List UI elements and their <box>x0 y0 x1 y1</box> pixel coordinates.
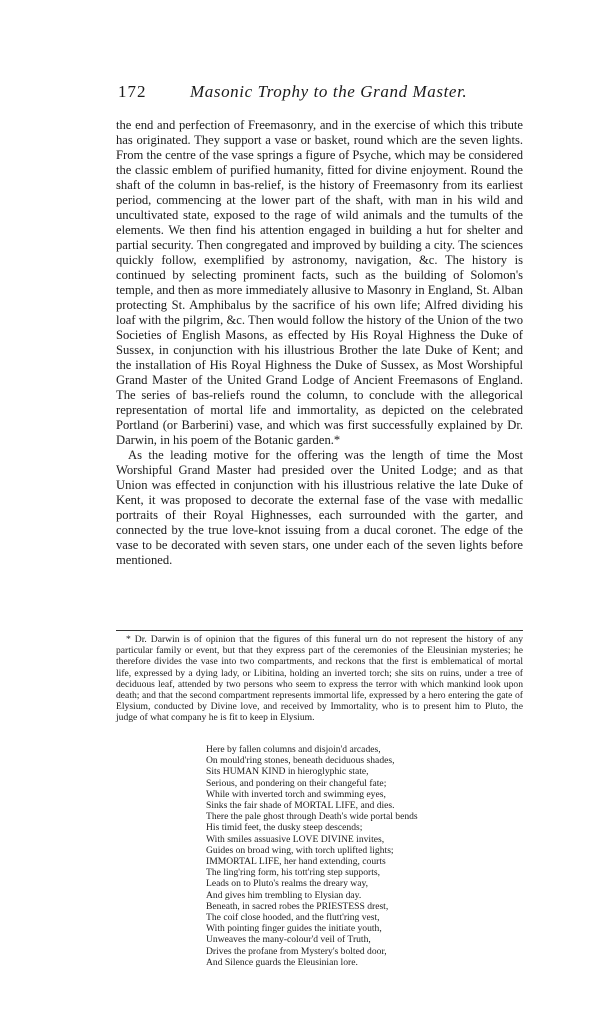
poem-line: There the pale ghost through Death's wide portal bends <box>206 811 418 823</box>
footnote-text: * Dr. Darwin is of opinion that the figures of this funeral urn do not represent the history of any particular family or event, but that they express part of the ceremonies of the Eleusinian mysteries; he therefore divides the vase into two compartments, and reckons that the first is emblematical of mortal life, expressed by a dying lady, or Libitina, holding an inverted torch; she sits on ruins, under a tree of deciduous leaf, attended by two persons who seem to express the terror with which mankind look upon death; and that the second compartment represents immortal life, expressed by a hero entering the gate of Elysium, conducted by Divine love, and received by Immortality, who is to present him to Pluto, the judge of what company he is fit to keep in Elysium. <box>116 634 523 724</box>
poem-line: With smiles assuasive LOVE DIVINE invites, <box>206 833 385 845</box>
poem-line: With pointing finger guides the initiate youth, <box>206 923 382 935</box>
body-paragraph-2: As the leading motive for the offering was the length of time the Most Worshipful Grand Master had presided over the United Lodge; and as that Union was effected in conjunction with his illustrious relative the late Duke of Kent, it was proposed to decorate the external fase of the vase with medallic portraits of their Royal Highnesses, each surrounded with the garter, and connected by the true love-knot issuing from a ducal coronet. The edge of the vase to be decorated with seven stars, one under each of the seven lights before mentioned. <box>116 448 523 567</box>
poem-line: The coif close hooded, and the flutt'ring vest, <box>206 912 380 924</box>
body-paragraph-1: the end and perfection of Freemasonry, and in the exercise of which this tribute has originated. They support a vase or basket, round which are the seven lights. From the centre of the vase springs a figure of Psyche, which may be considered the classic emblem of purified humanity, fitted for divine enjoyment. Round the shaft of the column in bas-relief, is the history of Freemasonry from its earliest period, commencing at the lower part of the shaft, with man in his wild and uncultivated state, exposed to the rage of wild animals and the tumults of the elements. We then find his attention engaged in building a hut for shelter and partial security. Then congregated and improved by building a city. The sciences quickly follow, exemplified by astronomy, navigation, &c. The history is continued by selecting prominent facts, such as the building of Solomon's temple, and then as more immediately allusive to Masonry in England, St. Alban protecting St. Amphibalus by the sacrifice of his own life; Alfred dividing his loaf with the pilgrim, &c. Then would follow the history of the Union of the two Societies of English Masons, as effected by His Royal Highness the Duke of Sussex, in conjunction with his illustrious Brother the late Duke of Kent; and the installation of His Royal Highness the Duke of Sussex, as Most Worshipful Grand Master of the United Grand Lodge of Ancient Freemasons of England. The series of bas-reliefs round the column, to conclude with the allegorical representation of mortal life and immortality, as depicted on the celebrated Portland (or Barberini) vase, and which was first successfully explained by Dr. Darwin, in his poem of the Botanic garden.* <box>116 118 523 447</box>
running-header <box>118 82 518 106</box>
poem-line: Guides on broad wing, with torch uplifted lights; <box>206 844 394 856</box>
page-number: 172 <box>118 82 147 101</box>
poem-line: Leads on to Pluto's realms the dreary way, <box>206 878 369 890</box>
poem-line: While with inverted torch and swimming eyes, <box>206 788 386 800</box>
poem-line: On mould'ring stones, beneath deciduous shades, <box>206 755 395 767</box>
footnote <box>116 634 523 724</box>
poem-line: Sinks the fair shade of MORTAL LIFE, and dies. <box>206 800 395 812</box>
poem-line: IMMORTAL LIFE, her hand extending, courts <box>206 856 386 868</box>
poem-line: The ling'ring form, his tott'ring step supports, <box>206 867 380 879</box>
poem-line: And Silence guards the Eleusinian lore. <box>206 956 358 968</box>
poem-quotation <box>206 744 526 968</box>
poem-line: Sits HUMAN KIND in hieroglyphic state, <box>206 766 369 778</box>
poem-line: His timid feet, the dusky steep descends; <box>206 822 363 834</box>
poem-line: Serious, and pondering on their changeful fate; <box>206 777 387 789</box>
poem-line: And gives him trembling to Elysian day. <box>206 889 362 901</box>
poem-line: Drives the profane from Mystery's bolted door, <box>206 945 387 957</box>
running-title: Masonic Trophy to the Grand Master. <box>190 82 468 101</box>
poem-line: Here by fallen columns and disjoin'd arcades, <box>206 744 381 755</box>
main-text <box>116 118 523 568</box>
poem-line: Beneath, in sacred robes the PRIESTESS drest, <box>206 900 389 912</box>
footnote-divider <box>116 630 523 631</box>
poem-line: Unweaves the many-colour'd veil of Truth, <box>206 934 371 946</box>
